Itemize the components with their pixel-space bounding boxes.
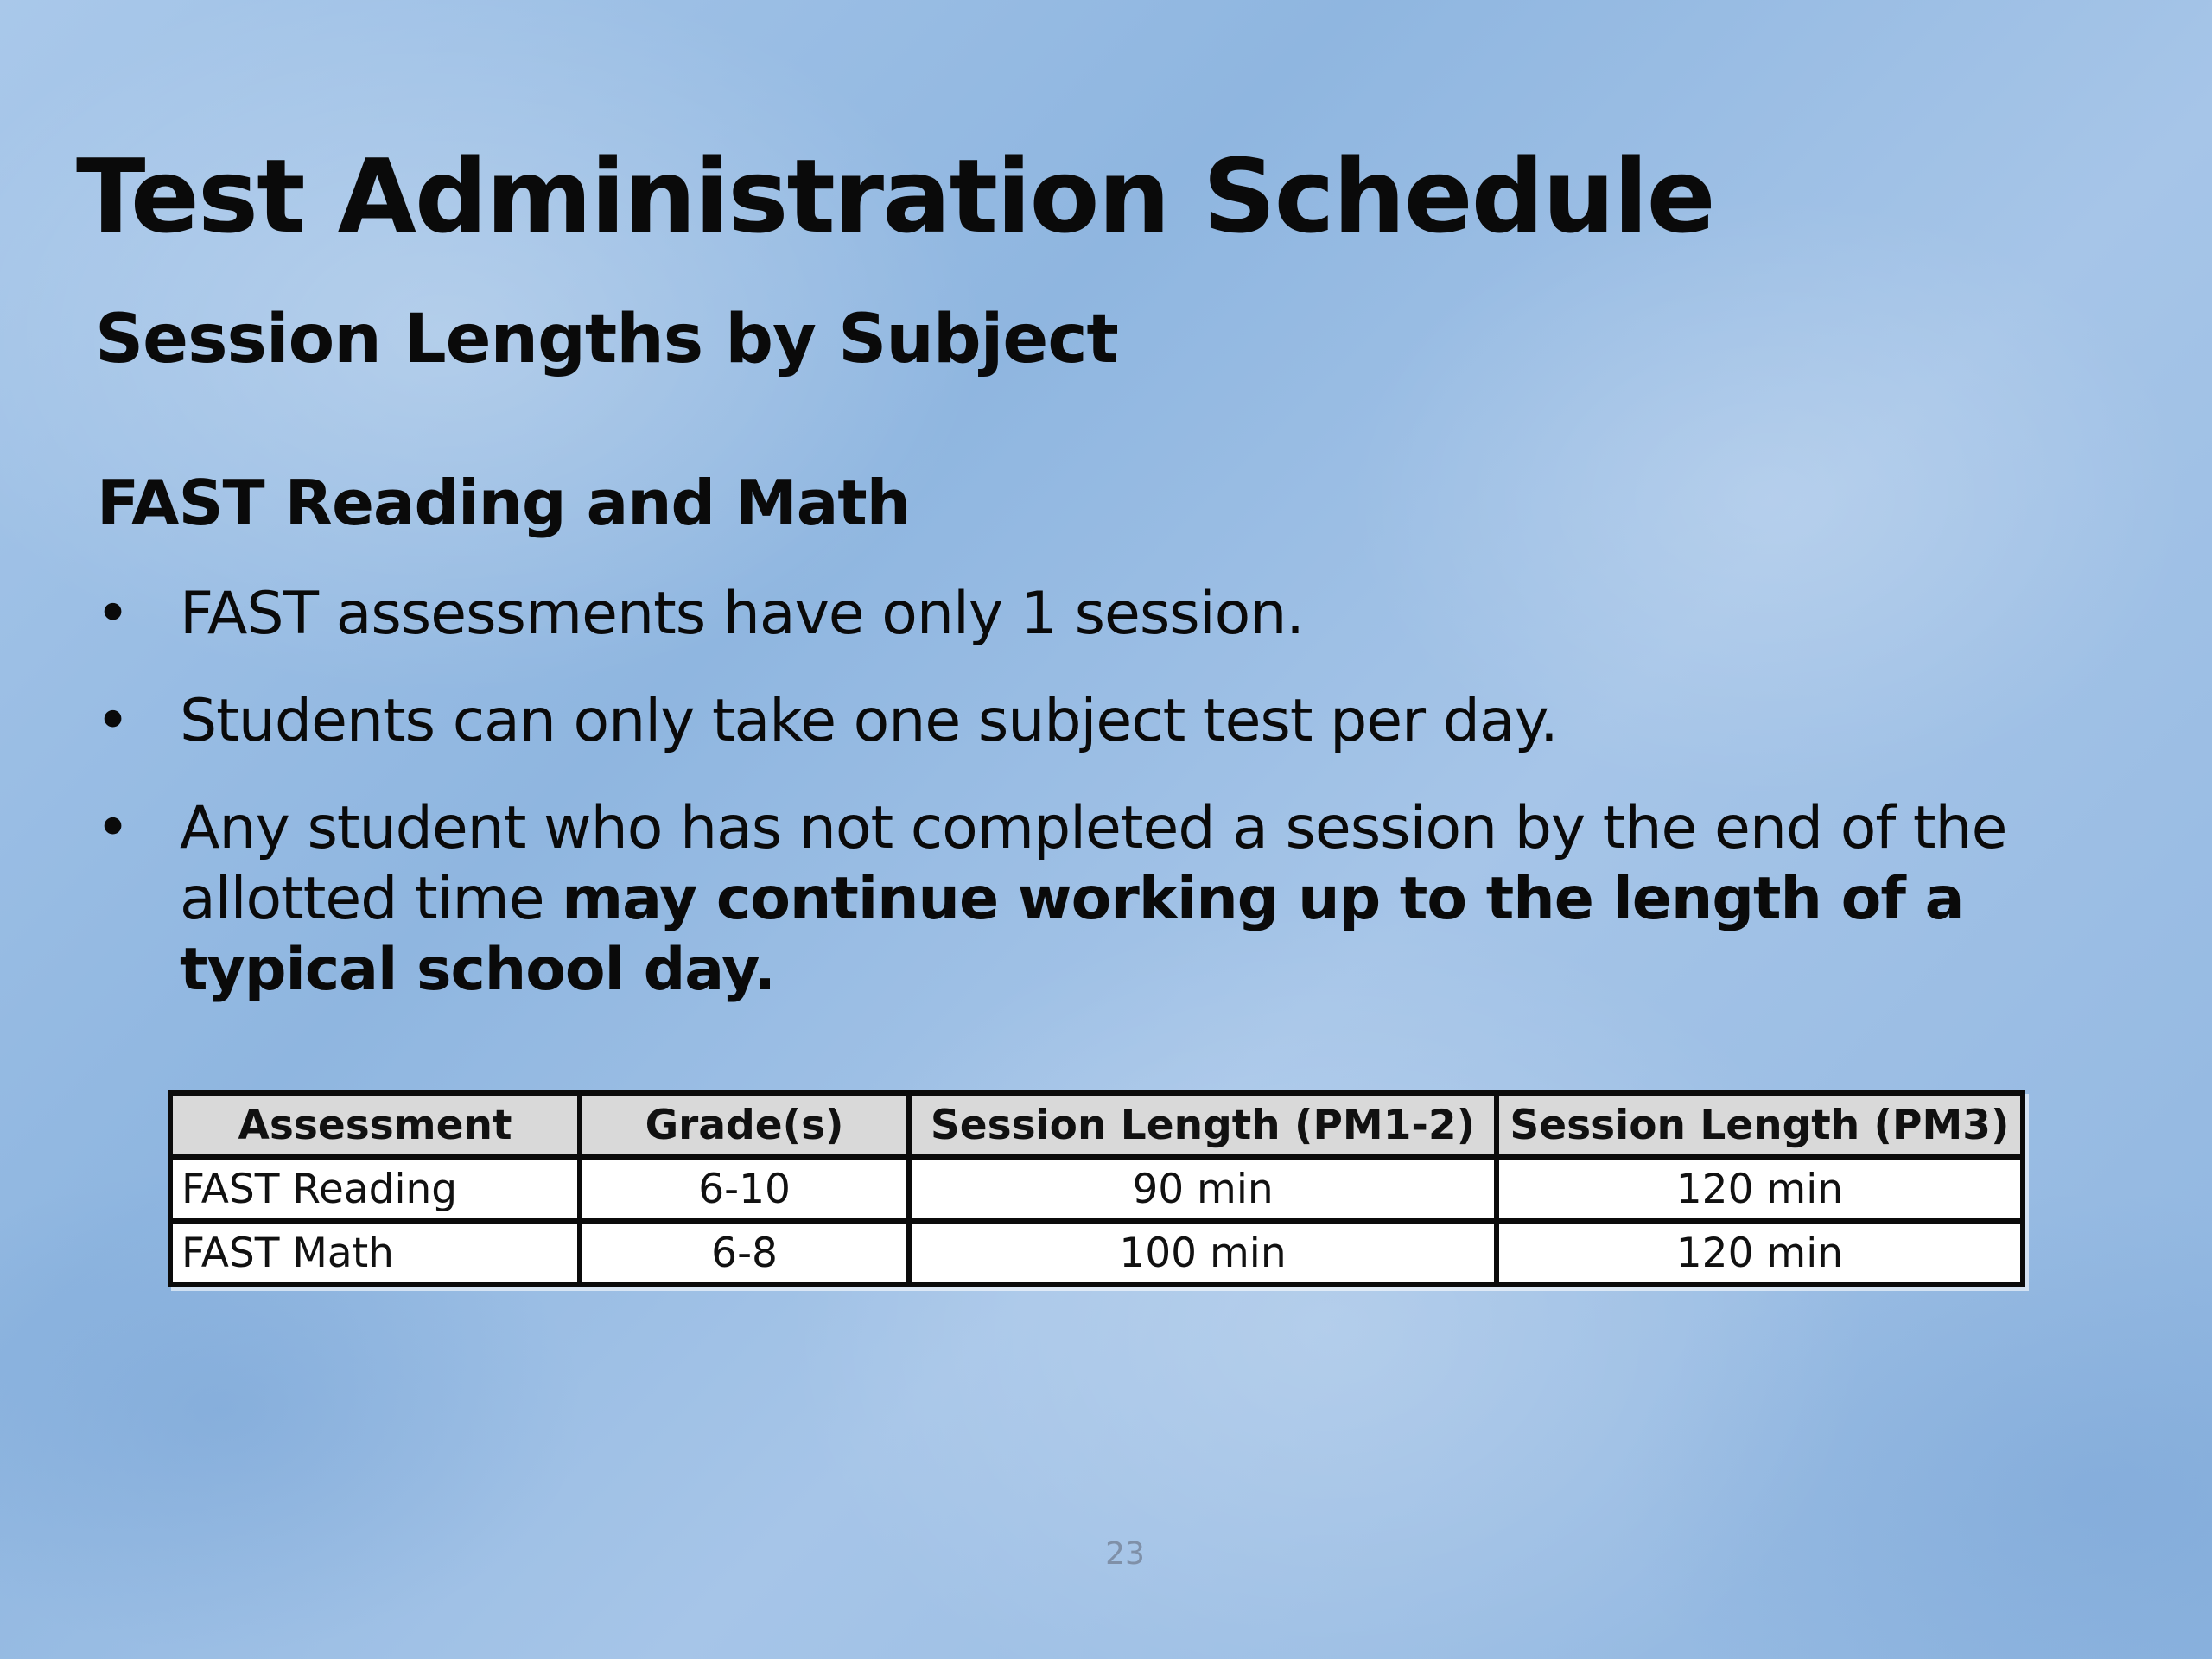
table-cell-grades: 6-8 [580, 1221, 909, 1285]
table-cell-session-length-pm3: 120 min [1497, 1221, 2023, 1285]
bullet-text: Students can only take one subject test per day. [180, 687, 1558, 755]
bullet-item [95, 686, 2117, 757]
section-heading: FAST Reading and Math [97, 467, 910, 539]
table-cell-session-length-pm1-2: 90 min [909, 1157, 1497, 1221]
table-cell-assessment: FAST Math [170, 1221, 580, 1285]
bullet-text: Any student who has not completed a session by the end of the allotted time [180, 794, 2007, 933]
bullet-item [95, 793, 2117, 1006]
bullet-list [95, 579, 2117, 1042]
bullet-item [95, 579, 2117, 650]
table-cell-grades: 6-10 [580, 1157, 909, 1221]
table-row [170, 1221, 2023, 1285]
bullet-icon: • [95, 794, 130, 862]
bullet-icon: • [95, 687, 130, 755]
slide-title: Test Administration Schedule [76, 137, 1714, 256]
table-cell-session-length-pm1-2: 100 min [909, 1221, 1497, 1285]
session-length-table [168, 1090, 2025, 1287]
table-header-row [170, 1093, 2023, 1157]
table-cell-assessment: FAST Reading [170, 1157, 580, 1221]
bullet-text: FAST assessments have only 1 session. [180, 580, 1304, 648]
column-header-session-length-pm3: Session Length (PM3) [1497, 1093, 2023, 1157]
slide-number: 23 [1105, 1536, 1145, 1572]
column-header-assessment: Assessment [170, 1093, 580, 1157]
bullet-text-emphasis: may continue working up to the length of a typical school day. [180, 865, 1964, 1004]
table-cell-session-length-pm3: 120 min [1497, 1157, 2023, 1221]
column-header-session-length-pm1-2: Session Length (PM1-2) [909, 1093, 1497, 1157]
table-row [170, 1157, 2023, 1221]
column-header-grades: Grade(s) [580, 1093, 909, 1157]
slide-subtitle: Session Lengths by Subject [95, 301, 1118, 378]
bullet-icon: • [95, 580, 130, 648]
